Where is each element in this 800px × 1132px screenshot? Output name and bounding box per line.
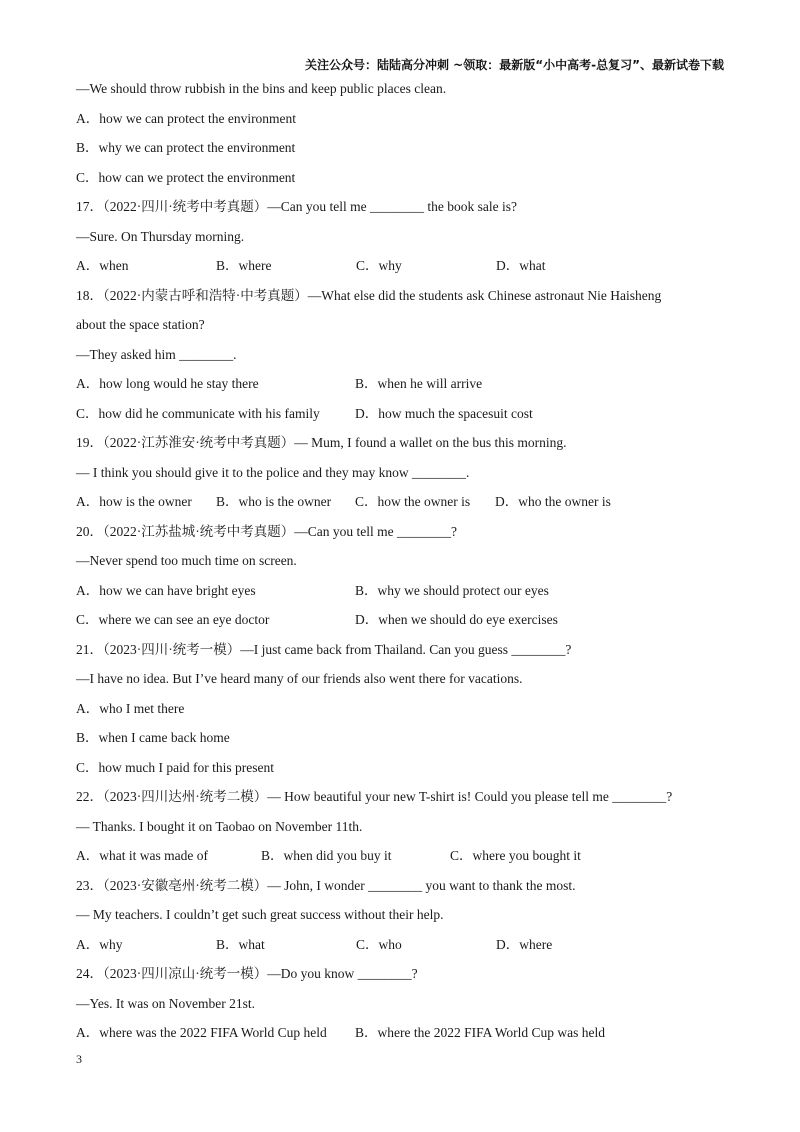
options-row (76, 930, 736, 960)
option-c: C．who (356, 936, 402, 952)
option-a: A．when (76, 258, 129, 273)
dialogue-line: —Never spend too much time on screen. (76, 553, 297, 568)
option-a: A．what it was made of (76, 848, 208, 863)
question-18: 18．（2022·内蒙古呼和浩特·中考真题）—What else did the students ask Chinese astronaut Nie Haisheng (76, 287, 662, 303)
question-20: 20．（2022·江苏盐城·统考中考真题）—Can you tell me ________? (76, 523, 457, 539)
options-row (76, 399, 736, 429)
dialogue-line: —We should throw rubbish in the bins and keep public places clean. (76, 81, 447, 96)
question-19: 19．（2022·江苏淮安·统考中考真题）— Mum, I found a wallet on the bus this morning. (76, 435, 567, 450)
dialogue-line: — I think you should give it to the police and they may know ________. (76, 464, 470, 480)
option-d: D．when we should do eye exercises (355, 612, 558, 627)
option-c: C．where you bought it (450, 848, 581, 863)
page-number: 3 (76, 1052, 82, 1066)
option-d: D．where (496, 936, 553, 952)
dialogue-line: — My teachers. I couldn’t get such great success without their help. (76, 907, 444, 922)
option-b: B．what (216, 936, 265, 952)
options-row (76, 576, 736, 606)
option-a: A．how we can have bright eyes (76, 582, 256, 598)
option-c: C．where we can see an eye doctor (76, 612, 270, 627)
question-24: 24．（2023·四川凉山·统考一模）—Do you know ________? (76, 966, 418, 981)
question-22: 22．（2023·四川达州·统考二模）— How beautiful your new T-shirt is! Could you please tell me ________? (76, 789, 673, 804)
option-d: D．what (496, 258, 546, 273)
page-header-banner: 关注公众号：陆陆高分冲刺 ~领取：最新版“小中高考-总复习”、最新试卷下载 (305, 58, 724, 72)
dialogue-line: —They asked him ________. (76, 346, 237, 362)
option-b: B．where the 2022 FIFA World Cup was held (355, 1025, 606, 1040)
dialogue-line: —Sure. On Thursday morning. (76, 228, 245, 244)
option-b: B．when I came back home (76, 730, 230, 745)
question-21: 21．（2023·四川·统考一模）—I just came back from Thailand. Can you guess ________? (76, 641, 572, 657)
dialogue-line: —I have no idea. But I’ve heard many of our friends also went there for vacations. (76, 671, 523, 686)
options-row (76, 487, 736, 517)
option-b: B．where (216, 258, 272, 273)
dialogue-line: —Yes. It was on November 21st. (76, 995, 255, 1011)
options-row (76, 251, 736, 281)
option-c: C．why (356, 258, 402, 273)
question-17: 17．（2022·四川·统考中考真题）—Can you tell me ________ the book sale is? (76, 199, 517, 214)
option-a: A．where was the 2022 FIFA World Cup held (76, 1025, 327, 1040)
option-b: B．why we should protect our eyes (355, 582, 549, 598)
option-a: A．how we can protect the environment (76, 110, 297, 126)
option-a: A．who I met there (76, 700, 185, 716)
option-b: B．when did you buy it (261, 848, 392, 863)
option-c: C．how did he communicate with his family (76, 405, 320, 421)
option-b: B．who is the owner (216, 494, 332, 509)
options-row (76, 1018, 736, 1048)
option-c: C．how much I paid for this present (76, 759, 274, 775)
option-c: C．how the owner is (355, 494, 471, 509)
options-row (76, 369, 736, 399)
option-a: A．how is the owner (76, 494, 192, 509)
option-c: C．how can we protect the environment (76, 169, 296, 185)
option-b: B．why we can protect the environment (76, 140, 296, 155)
option-a: A．why (76, 936, 123, 952)
option-d: D．how much the spacesuit cost (355, 405, 533, 421)
dialogue-line: — Thanks. I bought it on Taobao on November 11th. (76, 818, 363, 834)
question-18-continued: about the space station? (76, 317, 205, 332)
options-row (76, 841, 736, 871)
question-list (76, 74, 736, 1048)
option-b: B．when he will arrive (355, 376, 483, 391)
options-row (76, 605, 736, 635)
option-a: A．how long would he stay there (76, 376, 259, 391)
option-d: D．who the owner is (495, 494, 611, 509)
question-23: 23．（2023·安徽亳州·统考二模）— John, I wonder ________ you want to thank the most. (76, 877, 576, 893)
